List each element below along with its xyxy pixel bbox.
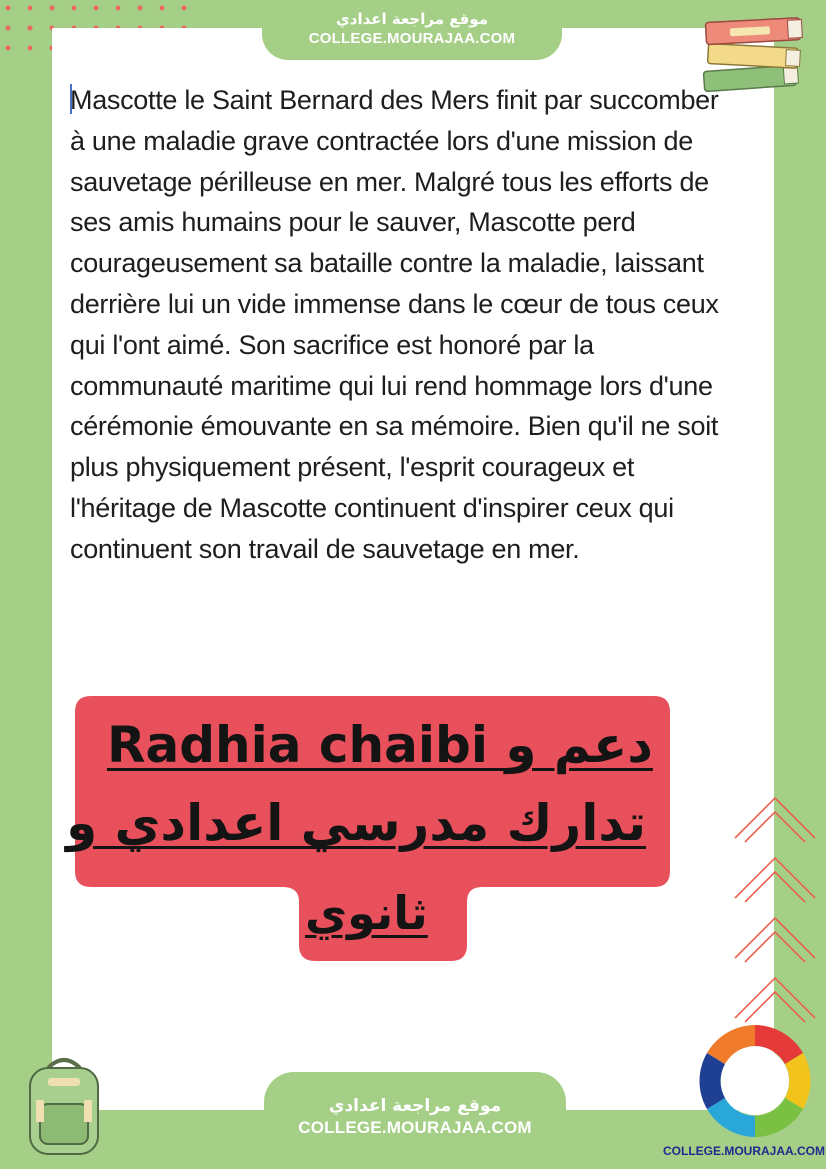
- backpack-icon: [14, 1050, 114, 1160]
- header-tab: [262, 0, 562, 60]
- paragraph-text: Mascotte le Saint Bernard des Mers finit par succomber à une maladie grave contractée lors d'une mission de sauvetage périlleuse en mer. Malgré tous les efforts de ses amis humains pour le sauver, Mascotte perd courageusement sa bataille contre la maladie, laissant derrière lui un vide immense dans le cœur de tous ceux qui l'ont aimé. Son sacrifice est honoré par la communauté maritime qui lui rend hommage lors d'une cérémonie émouvante en sa mémoire. Bien qu'il ne soit plus physiquement présent, l'esprit courageux et l'héritage de Mascotte continuent d'inspirer ceux qui continuent son travail de sauvetage en mer.: [70, 85, 719, 564]
- sticker-line-3: ثانوي: [305, 886, 428, 940]
- sticker-line-1: Radhia chaibi دعم و: [107, 716, 653, 774]
- chevrons-decoration: [730, 790, 820, 1030]
- footer-tab: [264, 1072, 566, 1169]
- footer-site-url[interactable]: COLLEGE.MOURAJAA.COM: [298, 1118, 532, 1137]
- site-logo-wheel-icon: [693, 1022, 818, 1140]
- sticker-line-2: تدارك مدرسي اعدادي و: [66, 794, 646, 852]
- main-paragraph: [70, 80, 730, 570]
- header-site-name: موقع مراجعة اعدادي: [336, 10, 488, 28]
- promo-sticker: [66, 696, 670, 961]
- header-site-url[interactable]: COLLEGE.MOURAJAA.COM: [308, 30, 516, 47]
- logo-caption: COLLEGE.MOURAJAA.COM: [663, 1144, 825, 1158]
- footer-site-name: موقع مراجعة اعدادي: [328, 1096, 502, 1116]
